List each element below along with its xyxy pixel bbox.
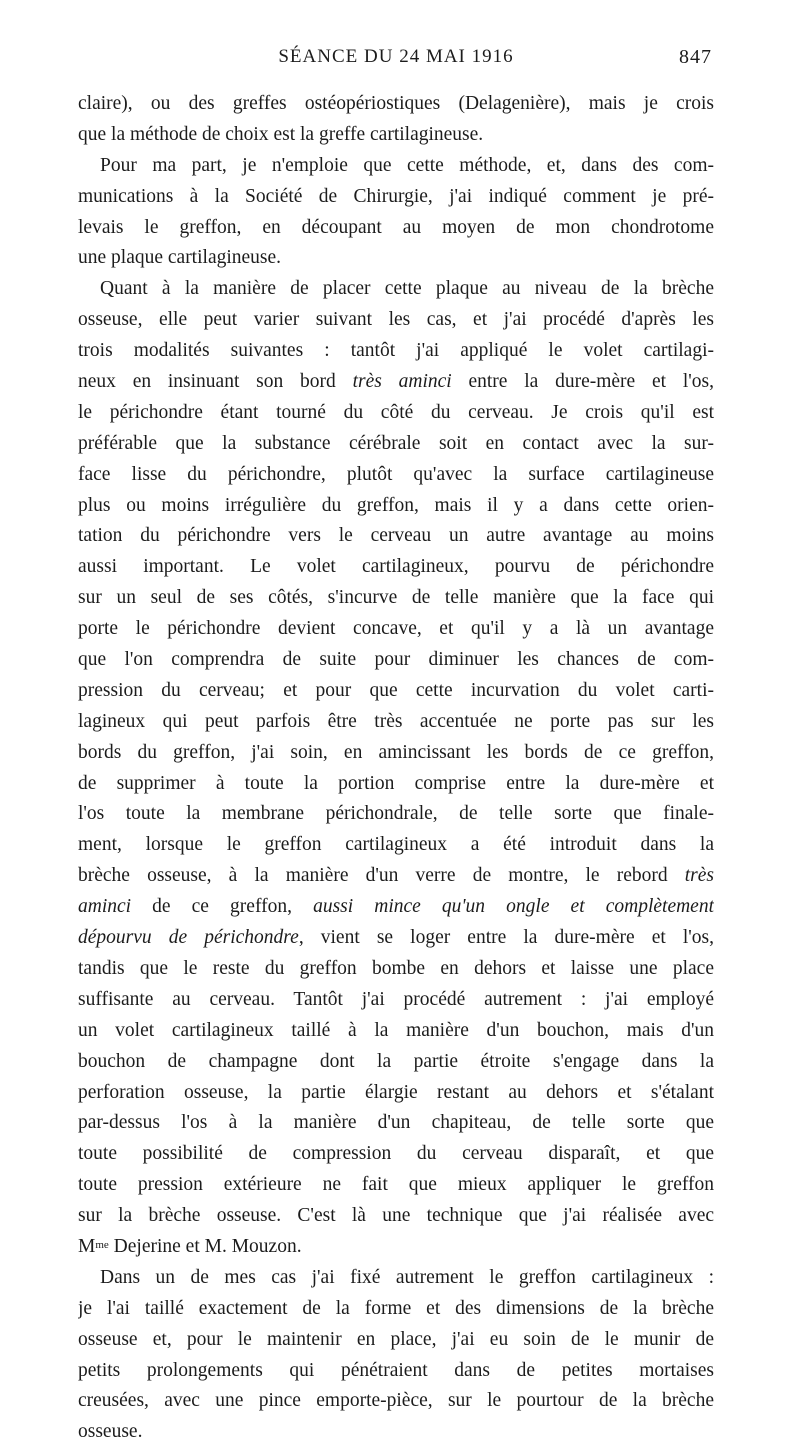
text-line: brèche osseuse, à la manière d'un verre de montre, le rebord très bbox=[78, 865, 714, 887]
text-line: par-dessus l'os à la manière d'un chapiteau, de telle sorte que bbox=[78, 1112, 714, 1134]
superscript: me bbox=[95, 1238, 109, 1251]
running-head bbox=[78, 46, 714, 74]
text-line: l'os toute la membrane périchondrale, de telle sorte que finale- bbox=[78, 803, 714, 825]
text-line: neux en insinuant son bord très aminci entre la dure-mère et l'os, bbox=[78, 371, 714, 393]
text-line: toute possibilité de compression du cerveau disparaît, et que bbox=[78, 1143, 714, 1165]
text-line: que la méthode de choix est la greffe cartilagineuse. bbox=[78, 123, 484, 145]
text-line: bouchon de champagne dont la partie étroite s'engage dans la bbox=[78, 1050, 714, 1072]
text-line: osseuse, elle peut varier suivant les cas, et j'ai procédé d'après les bbox=[78, 309, 714, 331]
italic-emphasis: aminci bbox=[78, 896, 132, 918]
text-line: toute pression extérieure ne fait que mieux appliquer le greffon bbox=[78, 1174, 714, 1196]
text-line: sur la brèche osseuse. C'est là une technique que j'ai réalisée avec bbox=[78, 1205, 714, 1227]
text-line: sur un seul de ses côtés, s'incurve de telle manière que la face qui bbox=[78, 587, 714, 609]
paragraph-start: Dans un de mes cas j'ai fixé autrement le greffon cartilagineux : bbox=[100, 1266, 714, 1288]
text-line: une plaque cartilagineuse. bbox=[78, 247, 282, 269]
italic-emphasis: très bbox=[684, 865, 714, 887]
italic-emphasis: très aminci bbox=[352, 371, 452, 393]
text-line: osseuse et, pour le maintenir en place, j'ai eu soin de le munir de bbox=[78, 1328, 714, 1350]
text-line: trois modalités suivantes : tantôt j'ai appliqué le volet cartilagi- bbox=[78, 340, 714, 362]
text-line: un volet cartilagineux taillé à la manière d'un bouchon, mais d'un bbox=[78, 1019, 714, 1041]
page-number: 847 bbox=[679, 46, 712, 68]
text-line: creusées, avec une pince emporte-pièce, sur le pourtour de la brèche bbox=[78, 1390, 714, 1412]
text-line: tation du périchondre vers le cerveau un autre avantage au moins bbox=[78, 525, 714, 547]
text-line: aussi important. Le volet cartilagineux, pourvu de périchondre bbox=[78, 556, 714, 578]
text-line: munications à la Société de Chirurgie, j'ai indiqué comment je pré- bbox=[78, 185, 714, 207]
text-line: le périchondre étant tourné du côté du cerveau. Je crois qu'il est bbox=[78, 401, 714, 423]
italic-emphasis: dépourvu de périchondre bbox=[78, 927, 299, 949]
paragraph-start: Pour ma part, je n'emploie que cette méthode, et, dans des com- bbox=[100, 154, 714, 176]
text-line: bords du greffon, j'ai soin, en amincissant les bords de ce greffon, bbox=[78, 741, 714, 763]
text-line: osseuse. bbox=[78, 1421, 143, 1443]
text-line: face lisse du périchondre, plutôt qu'avec la surface cartilagineuse bbox=[78, 463, 714, 485]
text-line: $M^{me}$ Dejerine et M. Mouzon. bbox=[78, 1235, 302, 1257]
text-line: aminci de ce greffon, aussi mince qu'un ongle et complètement bbox=[78, 896, 714, 918]
text-line: levais le greffon, en découpant au moyen de mon chondrotome bbox=[78, 216, 714, 238]
italic-emphasis: aussi mince qu'un ongle et complètement bbox=[313, 896, 714, 918]
text-line: de supprimer à toute la portion comprise entre la dure-mère et bbox=[78, 772, 714, 794]
text-line: que l'on comprendra de suite pour diminuer les chances de com- bbox=[78, 649, 714, 671]
text-line: lagineux qui peut parfois être très accentuée ne porte pas sur les bbox=[78, 710, 714, 732]
text-line: tandis que le reste du greffon bombe en dehors et laisse une place bbox=[78, 957, 714, 979]
paragraph-start: Quant à la manière de placer cette plaque au niveau de la brèche bbox=[100, 278, 714, 300]
body-text bbox=[78, 89, 714, 1448]
text-line: perforation osseuse, la partie élargie restant au dehors et s'étalant bbox=[78, 1081, 714, 1103]
text-line: préférable que la substance cérébrale soit en contact avec la sur- bbox=[78, 432, 714, 454]
text-line: suffisante au cerveau. Tantôt j'ai procédé autrement : j'ai employé bbox=[78, 988, 714, 1010]
text-line: claire), ou des greffes ostéopériostiques (Delagenière), mais je crois bbox=[78, 93, 714, 114]
text-line: je l'ai taillé exactement de la forme et des dimensions de la brèche bbox=[78, 1297, 714, 1319]
text-line: petits prolongements qui pénétraient dans de petites mortaises bbox=[78, 1359, 714, 1381]
text-line: plus ou moins irrégulière du greffon, mais il y a dans cette orien- bbox=[78, 494, 714, 516]
text-line: porte le périchondre devient concave, et qu'il y a là un avantage bbox=[78, 618, 714, 640]
text-line: dépourvu de périchondre, vient se loger entre la dure-mère et l'os, bbox=[78, 927, 714, 949]
text-line: ment, lorsque le greffon cartilagineux a été introduit dans la bbox=[78, 834, 714, 856]
page-header-title: SÉANCE DU 24 MAI 1916 bbox=[278, 46, 514, 67]
text-line: pression du cerveau; et pour que cette incurvation du volet carti- bbox=[78, 679, 714, 701]
